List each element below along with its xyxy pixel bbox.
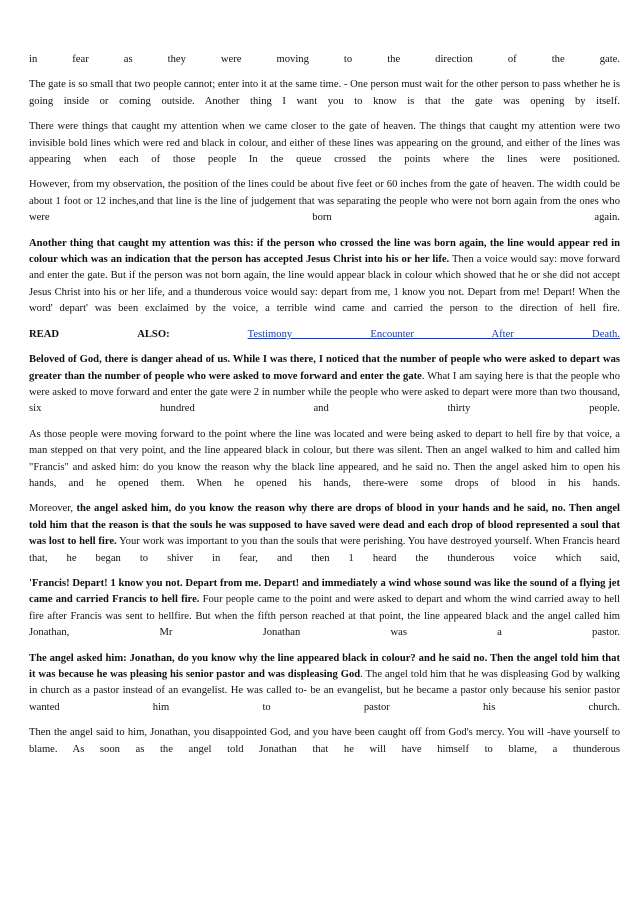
paragraph-3: There were things that caught my attention when we came closer to the gate of heaven. The things that caught my attention were two invisible bold lines which were red and black in colour, and either of these lines was appearing on the ground, and either of the lines was appearing when each of those people In the queue crossed the points where the lines were positioned. (29, 121, 620, 166)
paragraph-5-text: Then a voice would say: move forward and enter the gate. But if the person was not born again, the line would appear black in colour which showed that he or she did not accept Jesus Christ into his or her life, and a thunderous voice would say: depart from me, 1 know you not. Depart from me! Depart! When the word' depart' was been exclaimed by the voice, a terrible wind came and carried the person to the direction of hell fire. (29, 254, 621, 315)
paragraph-7 (29, 352, 620, 418)
paragraph-10-text: Four people came to the point and were asked to depart and whom the wind carried away to hell fire after Francis was sent to hellfire. But when the fifth person reached at that point, the line appeared black and the angel called him Jonathan, Mr Jonathan was a pastor. (29, 594, 620, 639)
paragraph-1: in fear as they were moving to the direction of the gate. (29, 54, 620, 65)
paragraph-7-text: . What I am saying here is that the people who were asked to move forward and enter the gate were 2 in number while the people who were asked to depart were more than two thousand, six hundred and thirty people. (29, 370, 620, 415)
paragraph-11-text: . The angel told him that he was displeasing God by walking in church as a pastor instead of an evangelist. He was called to- be an evangelist, but he became a pastor only because his senior pastor wanted him to pastor his church. (29, 669, 620, 713)
paragraph-9 (29, 501, 620, 567)
paragraph-5-bold: Another thing that caught my attention was this: if the person who crossed the line was born again, the line would appear red in colour which was an indication that the person has accepted Jesus Christ into his or her life. (29, 237, 620, 266)
paragraph-10-bold: 'Francis! Depart! 1 know you not. Depart from me. Depart! and immediately a wind whose sound was like the sound of a flying jet came and carried Francis to hell fire. (29, 577, 620, 606)
document-body (29, 52, 620, 767)
paragraph-5 (29, 236, 620, 318)
paragraph-4: However, from my observation, the position of the lines could be about five feet or 60 inches from the gate of heaven. The width could be about 1 foot or 12 inches,and that line is the line of judgement that was separating the people who were not born again from the ones who were born again. (29, 179, 620, 224)
paragraph-11-bold: The angel asked him: Jonathan, do you know why the line appeared black in colour? and he said no. Then the angel told him that it was because he was pleasing his senior pastor and was displeasing God (29, 652, 620, 680)
paragraph-12: Then the angel said to him, Jonathan, you disappointed God, and you have been caught off from God's mercy. You will -have yourself to blame. As soon as the angel told Jonathan that he will have himself to blame, a thunderous (29, 727, 620, 755)
read-also-link[interactable]: Testimony Encounter After Death. (247, 328, 620, 340)
paragraph-9-bold: the angel asked him, do you know the reason why there are drops of blood in your hands and he said, no. Then angel told him that the reason is that the souls he was supposed to have saved were dead and each drop of blood represented a soul that was lost to hell fire. (29, 503, 620, 548)
paragraph-11 (29, 651, 620, 717)
paragraph-2: The gate is so small that two people cannot; enter into it at the same time. - One person must wait for the other person to pass whether he is going inside or coming outside. Another thing I want you to know is that the gate was opening by itself. (29, 79, 620, 107)
also-label: ALSO: (137, 328, 170, 340)
paragraph-9-text: Your work was important to you than the souls that were perishing. You have destroyed yourself. When Francis heard that, he began to shiver in fear, and then 1 heard the thunderous voice which said, (29, 536, 620, 564)
paragraph-9-start: Moreover, (29, 503, 77, 515)
paragraph-7-bold: Beloved of God, there is danger ahead of us. While I was there, I noticed that the number of people who were asked to depart was greater than the number of people who were asked to move forward and enter the gate (29, 354, 620, 382)
paragraph-8: As those people were moving forward to the point where the line was located and were being asked to depart to hell fire by that voice, a man stepped on that very point, and the line appeared black in colour, but there was silent. Then an angel walked to him and called him "Francis" and asked him: do you know the reason why the black line appeared, and he said no. Then the angel asked him to open his hands, and he opened them. When he opened his hands, there-were some drops of blood in his hands. (29, 428, 620, 489)
paragraph-10 (29, 576, 620, 642)
read-label: READ (29, 328, 60, 340)
read-also-line (29, 327, 620, 343)
